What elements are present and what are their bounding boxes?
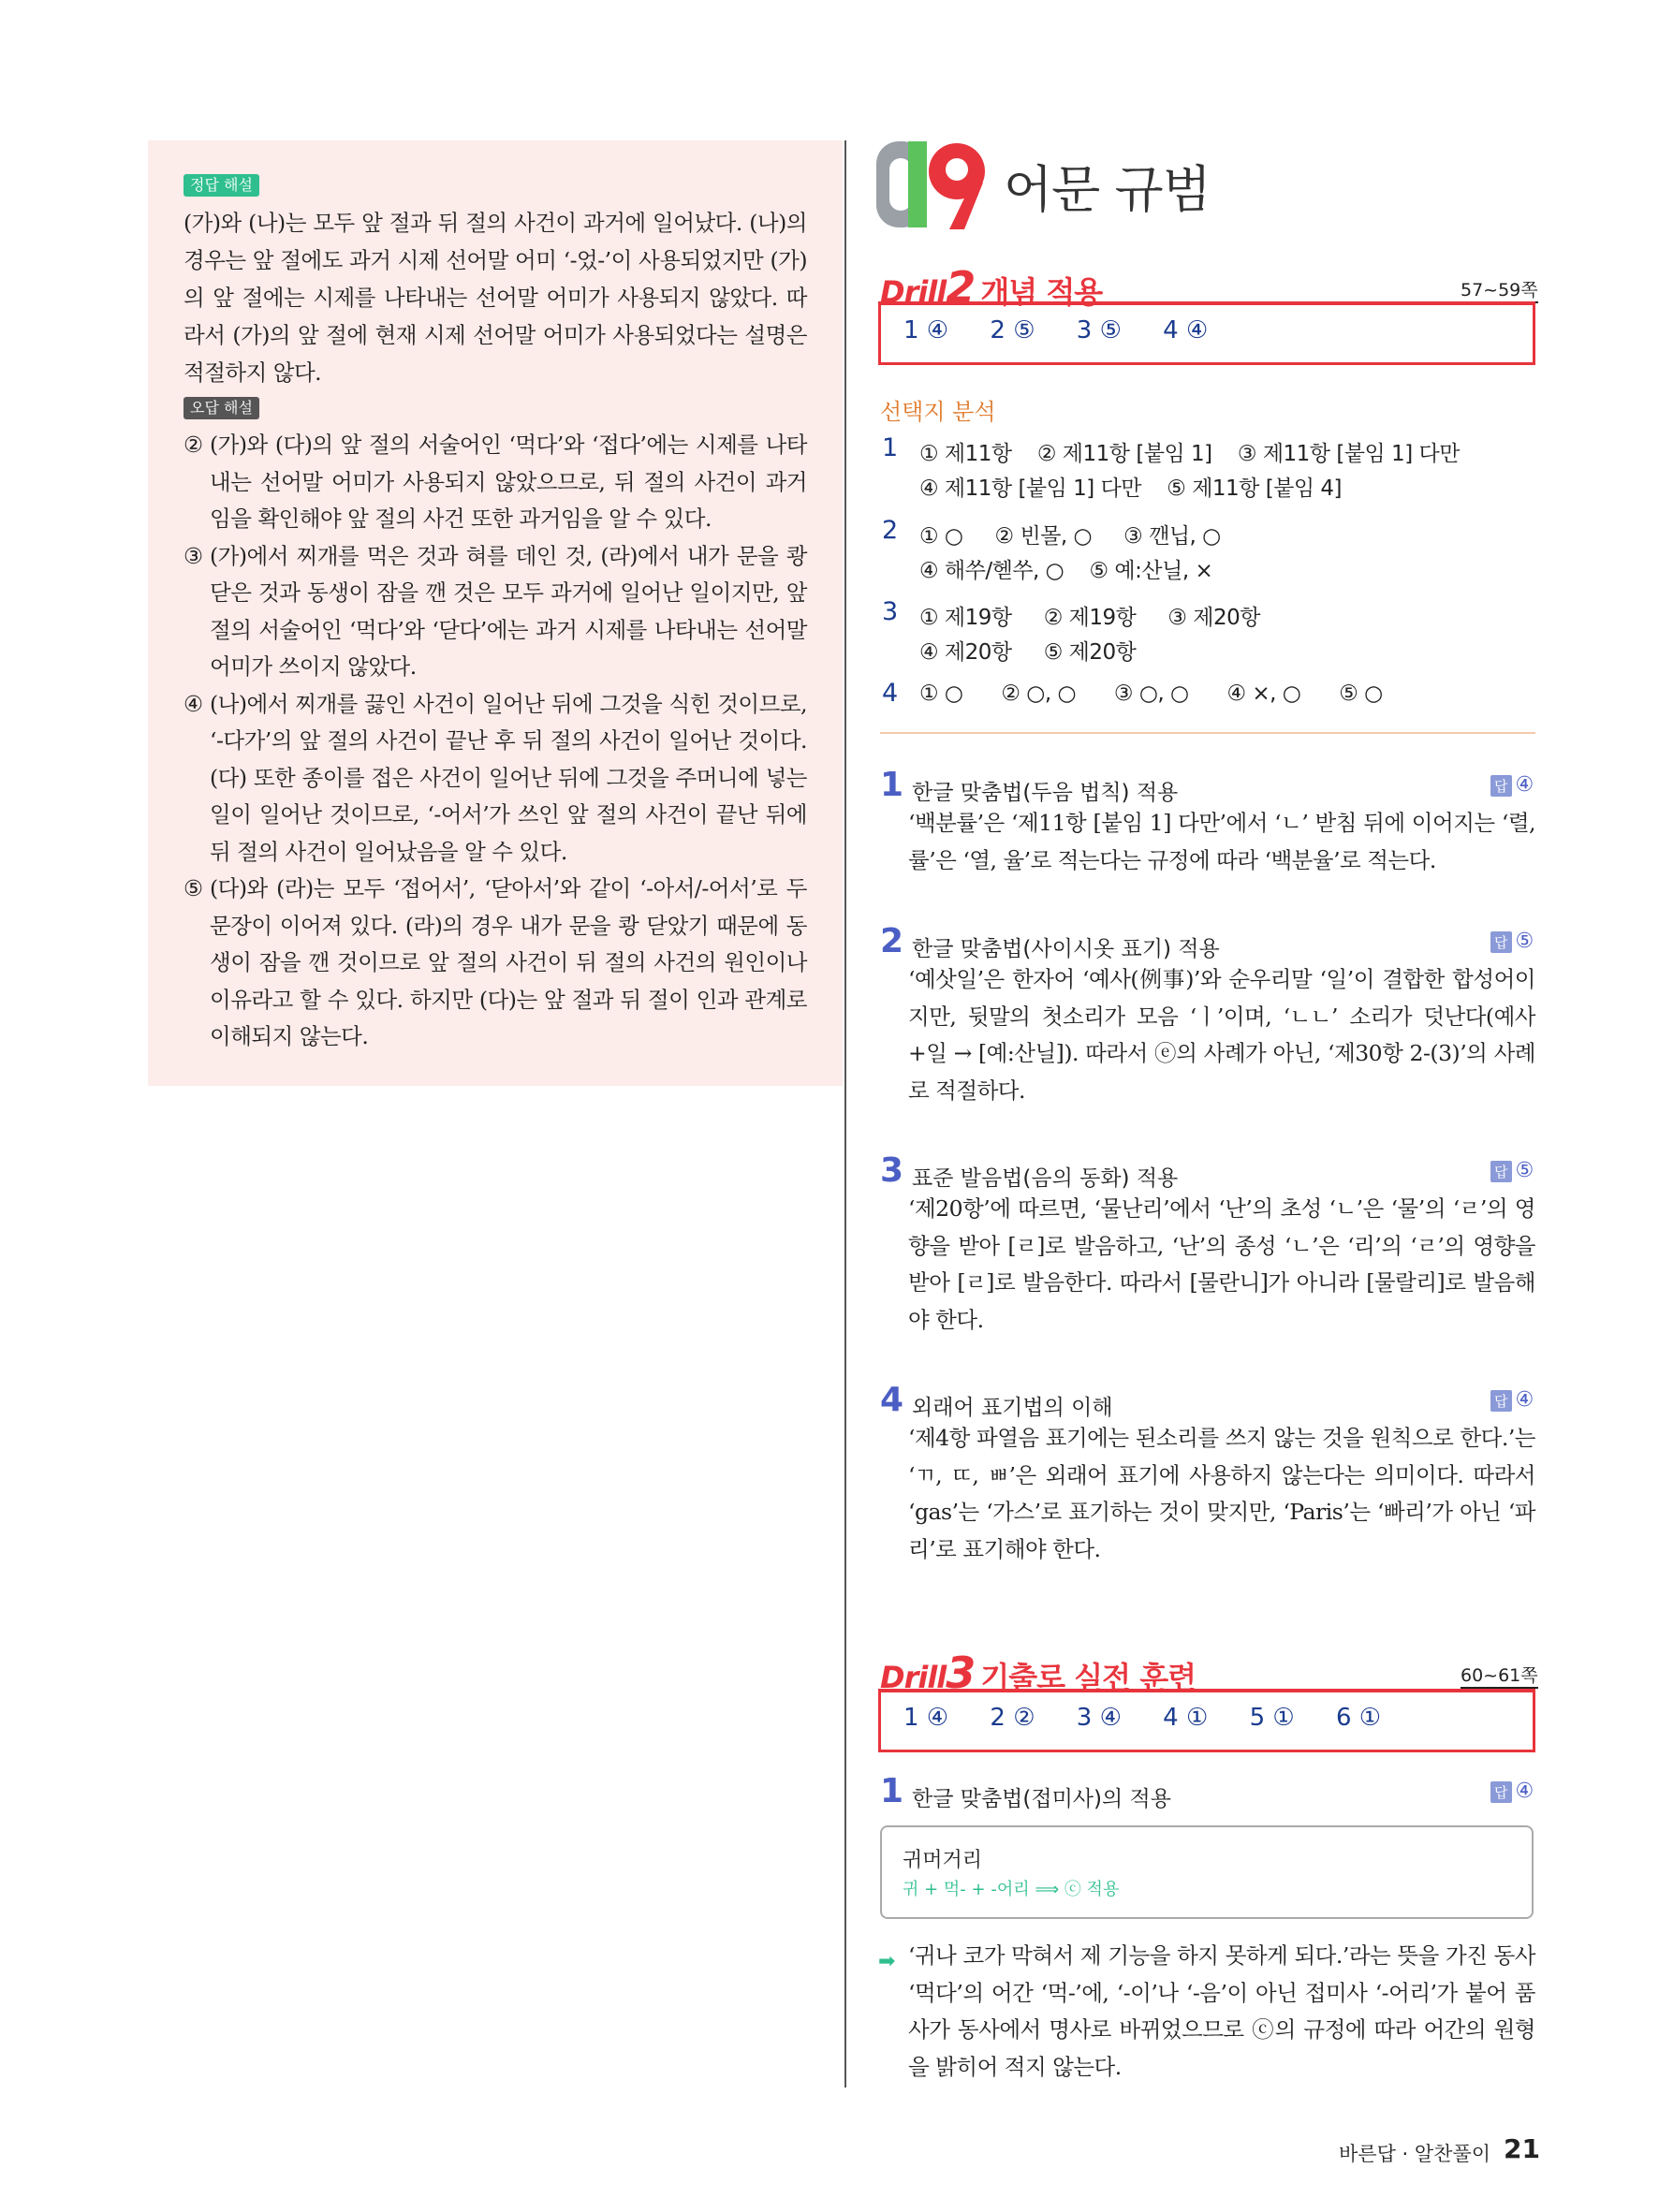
question-explanation: ‘제20항’에 따르면, ‘물난리’에서 ‘난’의 초성 ‘ㄴ’은 ‘물’의 ‘ㄹ’의 영향을 받아 [ㄹ]로 발음하고, ‘난’의 종성 ‘ㄴ’은 ‘리’의 ‘ㄹ’의 영향을 받아 [ㄹ]로 발음한다. 따라서 [물란니]가 아니라 [물랄리]로 발음해야 한다. [908, 1195, 1535, 1333]
conclusion-text: ‘귀나 코가 막혀서 제 기능을 하지 못하게 되다.’라는 뜻을 가진 동사 ‘먹다’의 어간 ‘먹-’에, ‘-이’나 ‘-음’이 아닌 접미사 ‘-어리’가 붙어 품사가 동사에서 명사로 바뀌었으므로 ⓒ의 규정에 따라 어간의 원형을 밝히어 적지 않는다. [908, 1942, 1535, 2080]
question-answer: 답 ④ [1490, 1780, 1534, 1803]
example-formula: 귀 + 먹- + -어리 ⟹ ⓒ 적용 [903, 1880, 1120, 1899]
answer-item: 1 ④ [903, 1704, 949, 1732]
question-explanation: ‘제4항 파열음 표기에는 된소리를 쓰지 않는 것을 원칙으로 한다.’는 ‘ㄲ, ㄸ, ㅃ’은 외래어 표기에 사용하지 않는다는 의미이다. 따라서 ‘gas’는 ‘가스’로 표기하는 것이 맞지만, ‘Paris’는 ‘빠리’가 아닌 ‘파리’로 표기해야 한다. [908, 1425, 1535, 1562]
section-divider [880, 732, 1535, 734]
analysis-line: ① 제19항 ② 제19항 ③ 제20항 [919, 606, 1261, 630]
drill-2-heading: Drill2 개념 적용 [880, 262, 1103, 313]
example-word: 귀머거리 [903, 1849, 983, 1872]
question-title: 한글 맞춤법(접미사)의 적용 [912, 1787, 1171, 1811]
answer-item: 2 ⑤ [990, 316, 1035, 344]
analysis-line: ① 제11항 ② 제11항 [붙임 1] ③ 제11항 [붙임 1] 다만 [919, 442, 1460, 466]
drill-3-heading: Drill3 기출로 실전 훈련 [880, 1648, 1197, 1698]
analysis-number: 2 [882, 516, 899, 545]
wrong-explanation-item: ④ (나)에서 찌개를 끓인 사건이 일어난 뒤에 그것을 식힌 것이므로, ‘-다가’의 앞 절의 사건이 끝난 후 뒤 절의 사건이 일어난 것이다. (다) 또한 종이를 접은 사건이 일어난 뒤에 그것을 주머니에 넣는 일이 일어난 것이므로, ‘-어서’가 쓰인 앞 절의 사건이 끝난 뒤에 뒤 절의 사건이 일어났음을 알 수 있다. [184, 690, 807, 865]
unit-title: 어문 규범 [1004, 160, 1211, 219]
question-answer: 답 ⑤ [1490, 930, 1534, 953]
analysis-number: 3 [882, 597, 899, 626]
question-number: 3 [880, 1151, 904, 1190]
drill-3-answer-box [878, 1689, 1535, 1752]
answer-item: 6 ① [1335, 1704, 1382, 1732]
answer-item: 4 ④ [1163, 316, 1209, 344]
answer-explanation-text: (가)와 (나)는 모두 앞 절과 뒤 절의 사건이 과거에 일어났다. (나)의 경우는 앞 절에도 과거 시제 선어말 어미 ‘-었-’이 사용되었지만 (가)의 앞 절에는 시제를 나타내는 선어말 어미가 사용되지 않았다. 따라서 (가)의 앞 절에 현재 시제 선어말 어미가 사용되었다는 설명은 적절하지 않다. [184, 210, 807, 386]
analysis-line: ① ○ ② ○, ○ ③ ○, ○ ④ ×, ○ ⑤ ○ [919, 681, 1383, 706]
arrow-right-icon: ➡ [878, 1950, 896, 1973]
question-answer: 답 ④ [1490, 1388, 1534, 1412]
analysis-title: 선택지 분석 [880, 399, 996, 425]
page-number: 21 [1504, 2133, 1540, 2164]
wrong-explanation-item: ② (가)와 (다)의 앞 절의 서술어인 ‘먹다’와 ‘접다’에는 시제를 나타내는 선어말 어미가 사용되지 않았으므로, 뒤 절의 사건이 과거임을 확인해야 앞 절의 사건 또한 과거임을 알 수 있다. [184, 432, 807, 532]
question-number: 1 [880, 766, 904, 804]
question-title: 한글 맞춤법(사이시옷 표기) 적용 [912, 937, 1220, 961]
answer-item: 3 ⑤ [1076, 316, 1122, 344]
example-box [880, 1825, 1534, 1919]
analysis-line: ① ○ ② 빈몰, ○ ③ 깬닙, ○ [919, 524, 1221, 549]
question-answer: 답 ⑤ [1490, 1159, 1534, 1182]
drill-2-pages: 57~59쪽 [1461, 276, 1538, 303]
column-divider [844, 140, 846, 2087]
drill-2-answer-box [878, 301, 1535, 365]
analysis-line: ④ 제11항 [붙임 1] 다만 ⑤ 제11항 [붙임 4] [919, 476, 1343, 501]
answer-item: 1 ④ [903, 316, 949, 344]
question-explanation: ‘예삿일’은 한자어 ‘예사(例事)’와 순우리말 ‘일’이 결합한 합성어이지만, 뒷말의 첫소리가 모음 ‘ㅣ’이며, ‘ㄴㄴ’ 소리가 덧난다(예사+일 → [예:산닐]). 따라서 ⓔ의 사례가 아닌, ‘제30항 2-(3)’의 사례로 적절하다. [908, 966, 1535, 1104]
question-title: 한글 맞춤법(두음 법칙) 적용 [912, 781, 1179, 805]
wrong-explanation-item: ⑤ (다)와 (라)는 모두 ‘접어서’, ‘닫아서’와 같이 ‘-아서/-어서’로 두 문장이 이어져 있다. (라)의 경우 내가 문을 쾅 닫았기 때문에 동생이 잠을 깬 것이므로 앞 절의 사건이 뒤 절의 사건의 원인이나 이유라고 할 수 있다. 하지만 (다)는 앞 절과 뒤 절이 인과 관계로 이해되지 않는다. [184, 875, 807, 1049]
question-title: 표준 발음법(음의 동화) 적용 [912, 1166, 1179, 1191]
unit-number-logo [874, 136, 987, 234]
wrong-explanation-item: ③ (가)에서 찌개를 먹은 것과 혀를 데인 것, (라)에서 내가 문을 쾅 닫은 것과 동생이 잠을 깬 것은 모두 과거에 일어난 일이지만, 앞 절의 서술어인 ‘먹다’와 ‘닫다’에는 과거 시제를 나타내는 선어말 어미가 쓰이지 않았다. [184, 542, 807, 680]
footer-book-title: 바른답 · 알찬풀이 [1339, 2143, 1491, 2165]
question-answer: 답 ④ [1490, 773, 1534, 797]
explanation-panel [148, 140, 843, 1086]
analysis-line: ④ 해쑤/헫쑤, ○ ⑤ 예:산닐, × [919, 559, 1213, 583]
question-number: 1 [880, 1772, 904, 1810]
question-explanation: ‘백분률’은 ‘제11항 [붙임 1] 다만’에서 ‘ㄴ’ 받침 뒤에 이어지는 ‘렬, 률’은 ‘열, 율’로 적는다는 규정에 따라 ‘백분율’로 적는다. [908, 810, 1535, 873]
analysis-line: ④ 제20항 ⑤ 제20항 [919, 640, 1137, 665]
answer-item: 4 ① [1163, 1704, 1209, 1732]
question-title: 외래어 표기법의 이해 [912, 1396, 1113, 1420]
answer-item: 5 ① [1249, 1704, 1295, 1732]
drill-3-pages: 60~61쪽 [1461, 1662, 1538, 1689]
answer-item: 2 ② [990, 1704, 1035, 1732]
analysis-number: 4 [882, 679, 899, 708]
answer-item: 3 ④ [1076, 1704, 1122, 1732]
question-number: 2 [880, 922, 904, 960]
answer-explanation-tag: 정답 해설 [184, 174, 259, 197]
wrong-explanation-tag: 오답 해설 [184, 397, 259, 419]
question-number: 4 [880, 1381, 904, 1419]
analysis-number: 1 [882, 433, 899, 462]
